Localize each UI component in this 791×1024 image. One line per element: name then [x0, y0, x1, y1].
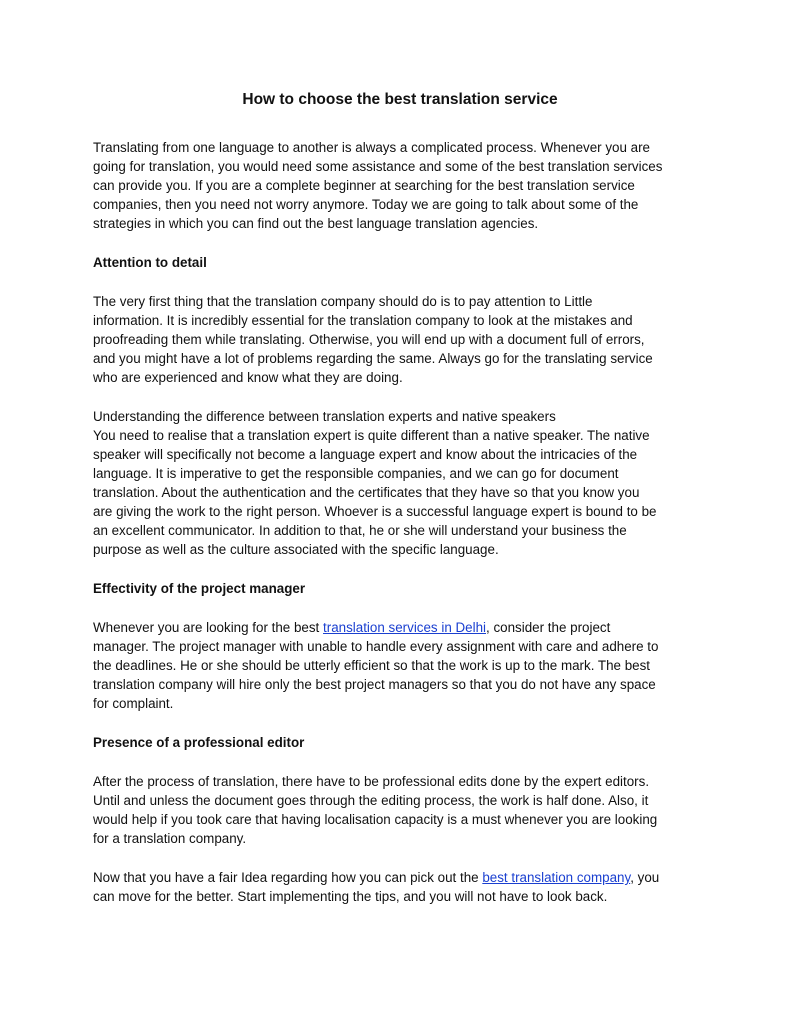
spacer	[93, 233, 707, 253]
section-heading-professional-editor: Presence of a professional editor	[93, 735, 305, 750]
section-heading-experts-vs-native: Understanding the difference between translation experts and native speakers	[93, 409, 556, 424]
document-title: How to choose the best translation service	[242, 91, 558, 108]
document-body	[93, 90, 707, 906]
section-paragraph-project-manager	[93, 618, 707, 713]
paragraph-text: , consider the project manager. The project manager with unable to handle every assignment with care and adhere to the deadlines. He or she should be utterly efficient so that the work is up to the mark. The best translation company will hire only the best project managers so that you do not have any space for complaint.	[93, 620, 659, 711]
section-paragraph-professional-editor: After the process of translation, there have to be professional edits done by the expert editors. Until and unless the document goes through the editing process, the work is half done. Also, it would help if you took care that having localisation capacity is a must whenever you are looking for a translation company.	[93, 774, 658, 846]
section-paragraph-experts-vs-native: You need to realise that a translation expert is quite different than a native speaker. The native speaker will specifically not become a language expert and know about the intricacies of the language. It is imperative to get the responsible companies, and we can go for document translation. About the authentication and the certificates that they have so that you know you are giving the work to the right person. Whoever is a successful language expert is bound to be an excellent communicator. In addition to that, he or she will understand your business the purpose as well as the culture associated with the specific language.	[93, 428, 657, 557]
spacer	[93, 387, 707, 407]
paragraph-text: , you can move for the better. Start implementing the tips, and you will not have to look back.	[93, 870, 660, 904]
spacer	[93, 752, 707, 772]
section-heading-attention-to-detail: Attention to detail	[93, 255, 207, 270]
spacer	[93, 713, 707, 733]
intro-paragraph: Translating from one language to another is always a complicated process. Whenever you are going for translation, you would need some assistance and some of the best translation services can provide you. If you are a complete beginner at searching for the best translation service companies, then you need not worry anymore. Today we are going to talk about some of the strategies in which you can find out the best language translation agencies.	[93, 140, 663, 231]
closing-paragraph	[93, 868, 707, 906]
paragraph-text: Now that you have a fair Idea regarding how you can pick out the	[93, 870, 483, 885]
section-paragraph-attention-to-detail: The very first thing that the translation company should do is to pay attention to Little information. It is incredibly essential for the translation company to look at the mistakes and proofreading them while translating. Otherwise, you will end up with a document full of errors, and you might have a lot of problems regarding the same. Always go for the translating service who are experienced and know what they are doing.	[93, 294, 653, 385]
spacer	[93, 559, 707, 579]
paragraph-text: Whenever you are looking for the best	[93, 620, 324, 635]
spacer	[93, 848, 707, 868]
section-heading-project-manager: Effectivity of the project manager	[93, 581, 306, 596]
translation-services-delhi-link[interactable]: translation services in Delhi	[323, 620, 487, 635]
best-translation-company-link[interactable]: best translation company	[482, 870, 631, 885]
spacer	[93, 272, 707, 292]
spacer	[93, 598, 707, 618]
